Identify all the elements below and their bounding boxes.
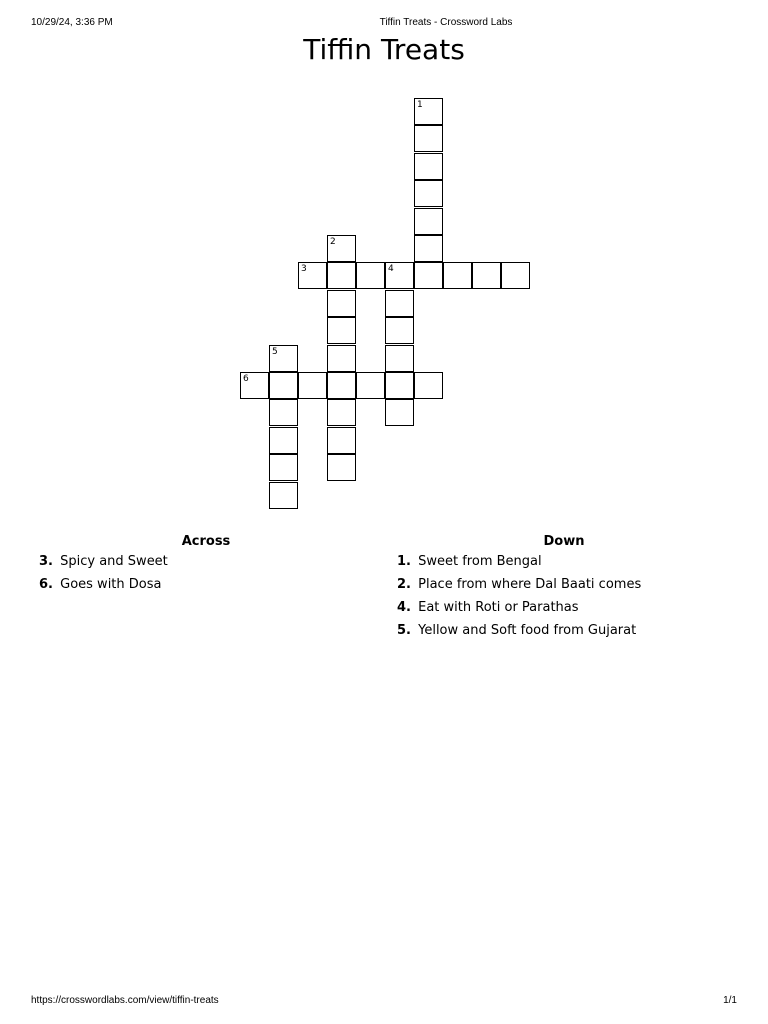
grid-cell xyxy=(356,372,385,399)
grid-cell xyxy=(269,454,298,481)
print-page-title: Tiffin Treats - Crossword Labs xyxy=(379,17,513,28)
print-page-count: 1/1 xyxy=(723,995,737,1006)
grid-cell xyxy=(327,427,356,454)
grid-cell xyxy=(443,262,472,289)
print-url: https://crosswordlabs.com/view/tiffin-treats xyxy=(31,995,219,1006)
grid-cell xyxy=(327,235,356,262)
cell-number: 5 xyxy=(272,346,278,357)
grid-cell xyxy=(414,153,443,180)
clue-number: 5. xyxy=(397,623,411,638)
grid-cell xyxy=(269,372,298,399)
page-title: Tiffin Treats xyxy=(303,33,465,66)
clue-text: Yellow and Soft food from Gujarat xyxy=(418,623,637,638)
clue-number: 2. xyxy=(397,577,411,592)
cell-number: 1 xyxy=(417,100,423,110)
cell-number: 2 xyxy=(330,237,336,247)
clue-text: Place from where Dal Baati comes xyxy=(418,577,642,592)
across-heading: Across xyxy=(181,534,231,549)
clue-number: 4. xyxy=(397,600,411,615)
clue-number: 1. xyxy=(397,554,411,569)
grid-cell xyxy=(414,235,443,262)
down-clues xyxy=(389,534,739,646)
clue-text: Goes with Dosa xyxy=(60,577,162,592)
clue-text: Spicy and Sweet xyxy=(60,554,168,569)
cell-number: 3 xyxy=(301,264,307,275)
grid-cell xyxy=(327,399,356,426)
grid-cell xyxy=(269,345,298,372)
grid-cell xyxy=(385,262,414,289)
grid-cell xyxy=(356,262,385,289)
cell-number: 6 xyxy=(243,374,249,384)
cell-number: 4 xyxy=(388,264,394,275)
clue-item xyxy=(397,623,739,639)
grid-cell xyxy=(269,482,298,509)
grid-cell xyxy=(501,262,530,289)
grid-cell xyxy=(327,262,356,289)
grid-cell xyxy=(414,98,443,125)
clue-item xyxy=(39,577,381,593)
print-datetime: 10/29/24, 3:36 PM xyxy=(31,17,113,28)
across-clues xyxy=(31,534,381,600)
grid-cell xyxy=(385,345,414,372)
print-footer xyxy=(0,995,768,1009)
grid-cell xyxy=(269,427,298,454)
grid-cell xyxy=(298,262,327,289)
clue-item xyxy=(397,600,739,616)
grid-cell xyxy=(472,262,501,289)
grid-cell xyxy=(327,290,356,317)
grid-cell xyxy=(298,372,327,399)
grid-cell xyxy=(385,399,414,426)
grid-cell xyxy=(327,372,356,399)
grid-cell xyxy=(414,125,443,152)
grid-cell xyxy=(414,208,443,235)
grid-cell xyxy=(269,399,298,426)
grid-cell xyxy=(240,372,269,399)
clue-number: 6. xyxy=(39,577,53,592)
grid-cell xyxy=(414,180,443,207)
clue-number: 3. xyxy=(39,554,53,569)
grid-cell xyxy=(327,317,356,344)
clue-item xyxy=(397,577,739,593)
down-heading: Down xyxy=(543,534,585,549)
clue-item xyxy=(397,554,739,570)
grid-cell xyxy=(327,345,356,372)
grid-cell xyxy=(385,290,414,317)
clue-item xyxy=(39,554,381,570)
grid-cell xyxy=(385,372,414,399)
grid-cell xyxy=(327,454,356,481)
clue-text: Sweet from Bengal xyxy=(418,554,542,569)
clue-text: Eat with Roti or Parathas xyxy=(418,600,579,615)
grid-cell xyxy=(414,372,443,399)
grid-cell xyxy=(385,317,414,344)
grid-cell xyxy=(414,262,443,289)
